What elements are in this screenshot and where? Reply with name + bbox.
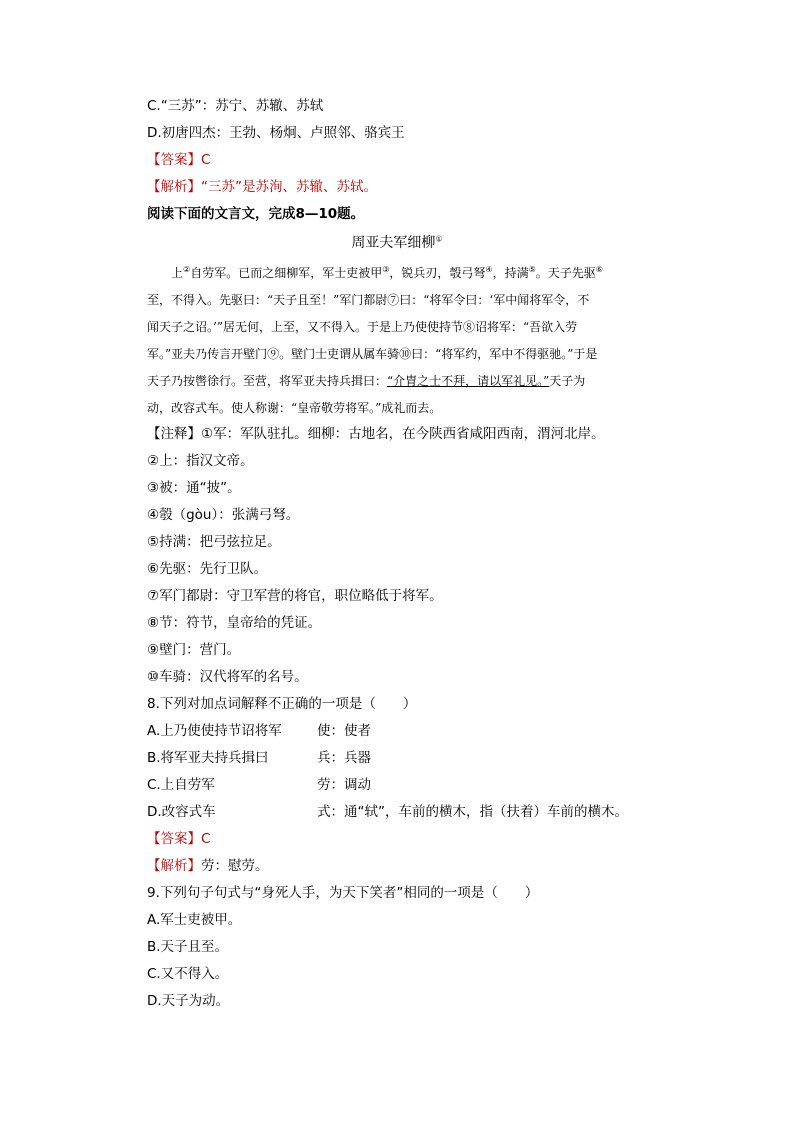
text-span: ，持满: [492, 266, 529, 280]
passage-line-3: 闻天子之诏。’”居无何，上至，又不得入。于是上乃使使持节⑧诏将军：“吾欲入劳: [147, 320, 578, 334]
classical-passage: [147, 256, 667, 422]
passage-line-6: 动，改容式车。使人称谢：“皇帝敬劳将军。”成礼而去。: [147, 401, 442, 415]
option-gloss: 使：使者: [317, 723, 371, 739]
note-3: ③被：通“披”。: [147, 480, 241, 496]
q7-option-c: C.“三苏”：苏宁、苏辙、苏轼: [147, 98, 324, 114]
q7-answer: [147, 150, 210, 170]
note-1: 【注释】①军：军队驻扎。细柳：古地名，在今陕西省咸阳西南，渭河北岸。: [147, 426, 605, 442]
option-text: D.改容式车: [147, 804, 216, 820]
passage-line-4: 军。”亚夫乃传言开壁门⑨。壁门士吏谓从属车骑⑩曰：“将军约，军中不得驱驰。”于是: [147, 347, 598, 361]
q9-stem: 9.下列句子句式与“身死人手，为天下笑者”相同的一项是（ ）: [147, 885, 539, 901]
q8-analysis: [147, 856, 269, 876]
option-gloss: 式：通“轼”，车前的横木，指（扶着）车前的横木。: [317, 804, 628, 820]
analysis-tag: 【解析】: [147, 179, 201, 195]
text-span: 上: [171, 266, 184, 280]
note-ref: ②: [183, 265, 191, 274]
note-7: ⑦军门都尉：守卫军营的将官，职位略低于将军。: [147, 588, 443, 604]
note-ref: ⑥: [595, 265, 603, 274]
passage-line-2: 至，不得入。先驱曰：“天子且至！”军门都尉⑦曰：“将军令曰：‘军中闻将军令，不: [147, 293, 590, 307]
q9-option-c: C.又不得入。: [147, 966, 229, 982]
option-text: C.上自劳军: [147, 777, 215, 793]
answer-value: C: [201, 831, 211, 847]
text-span: 天子乃按辔徐行。至营，将军亚夫持兵揖曰：: [147, 374, 388, 388]
passage-title: [0, 232, 794, 252]
note-ref: ⑤: [528, 265, 536, 274]
note-2: ②上：指汉文帝。: [147, 453, 254, 469]
q8-option-c: [147, 775, 371, 795]
q8-stem: 8.下列对加点词解释不正确的一项是（ ）: [147, 696, 417, 712]
option-gloss: 劳：调动: [317, 777, 371, 793]
q8-option-b: [147, 748, 371, 768]
analysis-text: 劳：慰劳。: [201, 858, 269, 874]
note-ref: ③: [382, 265, 390, 274]
q9-option-a: A.军士吏被甲。: [147, 912, 242, 928]
note-10: ⑩车骑：汉代将军的名号。: [147, 669, 308, 685]
passage-title-text: 周亚夫军细柳: [351, 235, 436, 251]
analysis-tag: 【解析】: [147, 858, 201, 874]
q7-option-d: D.初唐四杰：王勃、杨炯、卢照邻、骆宾王: [147, 125, 405, 141]
q8-option-a: [147, 721, 371, 741]
text-span: 天子为: [549, 374, 586, 388]
option-gloss: 兵：兵器: [317, 750, 371, 766]
q7-analysis: [147, 177, 377, 197]
answer-value: C: [201, 152, 211, 168]
answer-tag: 【答案】: [147, 831, 201, 847]
note-8: ⑧节：符节，皇帝给的凭证。: [147, 615, 322, 631]
text-span: 。天子先驱: [535, 266, 596, 280]
passage-line-1: [147, 256, 667, 287]
q9-option-d: D.天子为动。: [147, 993, 230, 1009]
note-6: ⑥先驱：先行卫队。: [147, 561, 268, 577]
passage-title-note: ①: [435, 234, 443, 244]
answer-tag: 【答案】: [147, 152, 201, 168]
option-text: A.上乃使使持节诏将军: [147, 723, 282, 739]
option-text: B.将军亚夫持兵揖曰: [147, 750, 269, 766]
note-9: ⑨壁门：营门。: [147, 642, 241, 658]
q8-answer: [147, 829, 210, 849]
note-5: ⑤持满：把弓弦拉足。: [147, 534, 281, 550]
note-ref: ④: [485, 265, 493, 274]
analysis-text: “三苏”是苏洵、苏辙、苏轼。: [201, 179, 377, 195]
underlined-sentence: “介胄之士不拜，请以军礼见。”: [387, 374, 550, 388]
text-span: ，锐兵刃，彀弓弩: [389, 266, 486, 280]
text-span: 自劳军。已而之细柳军，军士吏被甲: [190, 266, 383, 280]
note-4: ④彀（gòu）：张满弓弩。: [147, 507, 300, 523]
q9-option-b: B.天子且至。: [147, 939, 229, 955]
passage-line-5: [147, 368, 667, 395]
q8-option-d: [147, 802, 628, 822]
reading-instruction: 阅读下面的文言文，完成8—10题。: [147, 206, 365, 222]
